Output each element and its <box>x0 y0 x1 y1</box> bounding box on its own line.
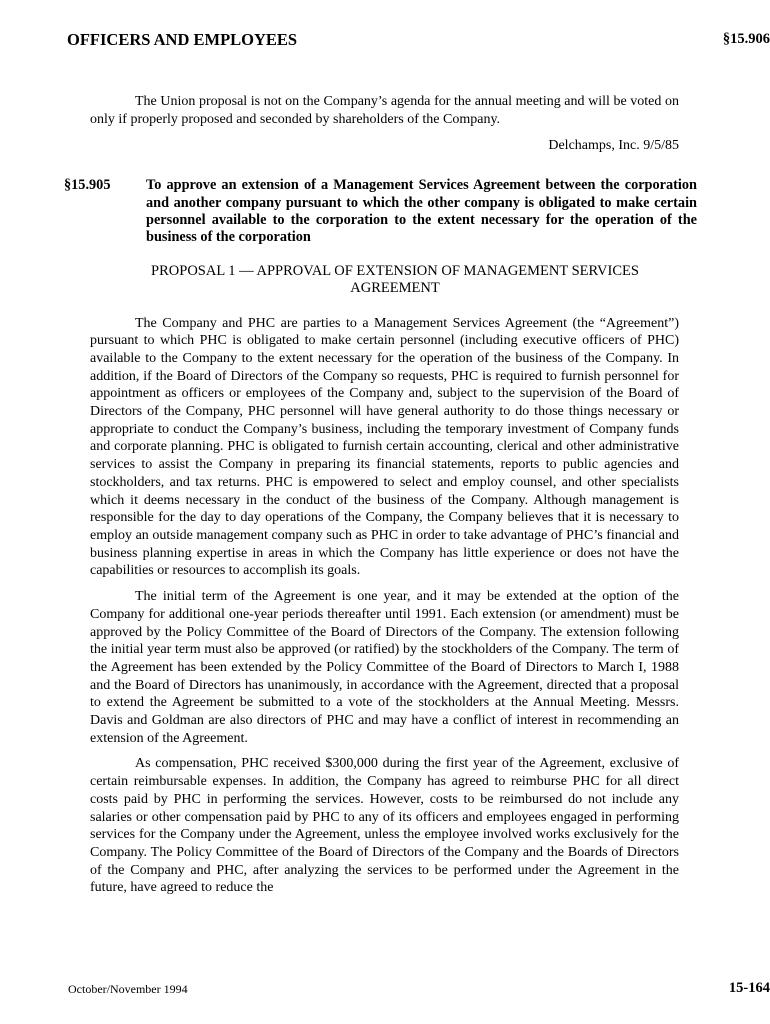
proposal-title: PROPOSAL 1 — APPROVAL OF EXTENSION OF MANAGEMENT SERVICES AGREEMENT <box>151 262 639 297</box>
citation: Delchamps, Inc. 9/5/85 <box>548 138 679 154</box>
running-header-section: §15.906 <box>722 31 770 47</box>
page-number: 15-164 <box>728 980 770 996</box>
running-header-title: OFFICERS AND EMPLOYEES <box>67 30 298 49</box>
footer-date: October/November 1994 <box>68 982 188 996</box>
body-paragraph: The initial term of the Agreement is one year, and it may be extended at the option of the Company for additional one-year periods thereafter until 1991. Each extension (or amendment) must be approved by the Policy Committee of the Board of Directors of the Company. The extension following the initial year term must also be approved (or ratified) by the stockholders of the Company. The term of the Agreement has been extended by the Policy Committee of the Board of Directors to March I, 1988 and the Board of Directors has unanimously, in accordance with the Agreement, directed that a proposal to extend the Agreement be submitted to a vote of the stockholders at the Annual Meeting. Messrs. Davis and Goldman are also directors of PHC and may have a conflict of interest in recommending an extension of the Agreement. <box>90 589 679 746</box>
page-body <box>64 93 697 905</box>
section-title: To approve an extension of a Management Services Agreement between the corporation and another company pursuant to which the other company is obligated to make certain personnel available to the corporation to the extent necessary for the operation of the business of the corporation <box>146 177 697 246</box>
intro-paragraph: The Union proposal is not on the Company’s agenda for the annual meeting and will be voted on only if properly proposed and seconded by shareholders of the Company. <box>90 94 679 127</box>
body-paragraph: As compensation, PHC received $300,000 during the first year of the Agreement, exclusive of certain reimbursable expenses. In addition, the Company has agreed to reimburse PHC for all direct costs paid by PHC in performing the services. However, costs to be reimbursed do not include any salaries or other compensation paid by PHC to any of its officers and employees engaged in performing services for the Company under the Agreement, unless the employee involved works exclusively for the Company. The Policy Committee of the Board of Directors of the Company and the Boards of Directors of the Company and PHC, after analyzing the services to be performed under the Agreement in the future, have agreed to reduce the <box>90 756 679 896</box>
section-number: §15.905 <box>64 177 111 194</box>
body-paragraph: The Company and PHC are parties to a Management Services Agreement (the “Agreement”) pursuant to which PHC is obligated to make certain personnel (including executive officers of PHC) available to the Company to the extent necessary for the operation of the business of the Company. In addition, if the Board of Directors of the Company so requests, PHC is required to furnish personnel for appointment as officers or employees of the Company and, subject to the supervision of the Board of Directors of the Company, PHC personnel will have general authority to do those things necessary or appropriate to conduct the Company’s business, including the temporary investment of Company funds and corporate planning. PHC is obligated to furnish certain accounting, clerical and other administrative services to assist the Company in preparing its financial statements, reports to public agencies and stockholders, and tax returns. PHC is empowered to select and employ counsel, and other specialists which it deems necessary in the conduct of the business of the Company. Although management is responsible for the day to day operations of the Company, the Company believes that it is necessary to employ an outside management company such as PHC in order to take advantage of PHC’s financial and business planning expertise in areas in which the Company has little experience or does not have the capabilities or resources to accomplish its goals. <box>90 315 679 579</box>
section-heading <box>64 177 697 247</box>
